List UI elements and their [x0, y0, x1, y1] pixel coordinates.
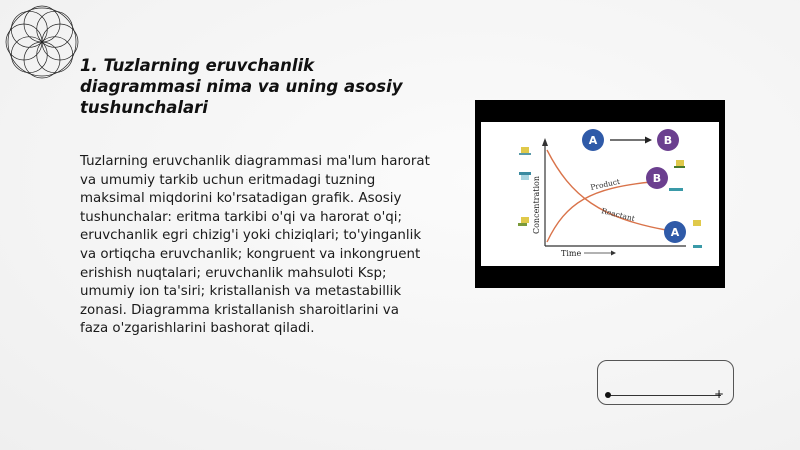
plus-icon[interactable]: + [713, 387, 724, 401]
y-axis-label: Concentration [532, 175, 541, 234]
x-axis-label: Time [561, 249, 582, 258]
node-b-product-label: B [652, 172, 662, 185]
node-b-top-label: B [663, 134, 673, 147]
reaction-figure [475, 100, 725, 288]
geometric-circle-icon [2, 2, 82, 82]
reaction-arrow-head [645, 137, 652, 144]
slide-title: 1. Tuzlarning eruvchanlik diagrammasi nima va uning asosiy tushunchalari [80, 56, 403, 117]
left-glyph-top [519, 147, 531, 155]
reactant-curve-label: Reactant [600, 206, 636, 224]
product-curve-label: Product [589, 176, 621, 192]
timeline-slider[interactable] [597, 360, 734, 405]
node-a-reactant-label: A [670, 226, 680, 239]
right-glyph-middle [669, 188, 683, 191]
slide-body-text: Tuzlarning eruvchanlik diagrammasi ma'lum harorat va umumiy tarkib uchun eritmadagi tuzning maksimal miqdorini ko'rsatadigan grafik. Asosiy tushunchalar: eritma tarkibi o'qi va harorat o'qi; eruvchanlik egri chizig'i yoki chiziqlari; to'yinganlik va ortiqcha eruvchanlik; kongruent va inkongruent erishish nuqtalari; eruvchanlik mahsuloti Ksp; umumiy ion ta'siri; kristallanish va metastabillik zonasi. Diagramma kristallanish sharoitlarini va faza o'zgarishlarini bashorat qiladi. [80, 154, 430, 337]
y-axis-arrow [542, 138, 548, 146]
product-curve [547, 182, 651, 242]
left-glyph-middle [519, 172, 531, 180]
right-glyph-top [674, 160, 685, 168]
reaction-diagram [481, 122, 719, 266]
right-glyph-bottom [693, 220, 702, 248]
slider-handle[interactable] [605, 392, 611, 398]
slider-track [608, 395, 721, 396]
node-a-top-label: A [588, 134, 598, 147]
left-glyph-bottom [518, 217, 529, 226]
figure-canvas [481, 122, 719, 266]
time-arrow-head [611, 251, 616, 256]
